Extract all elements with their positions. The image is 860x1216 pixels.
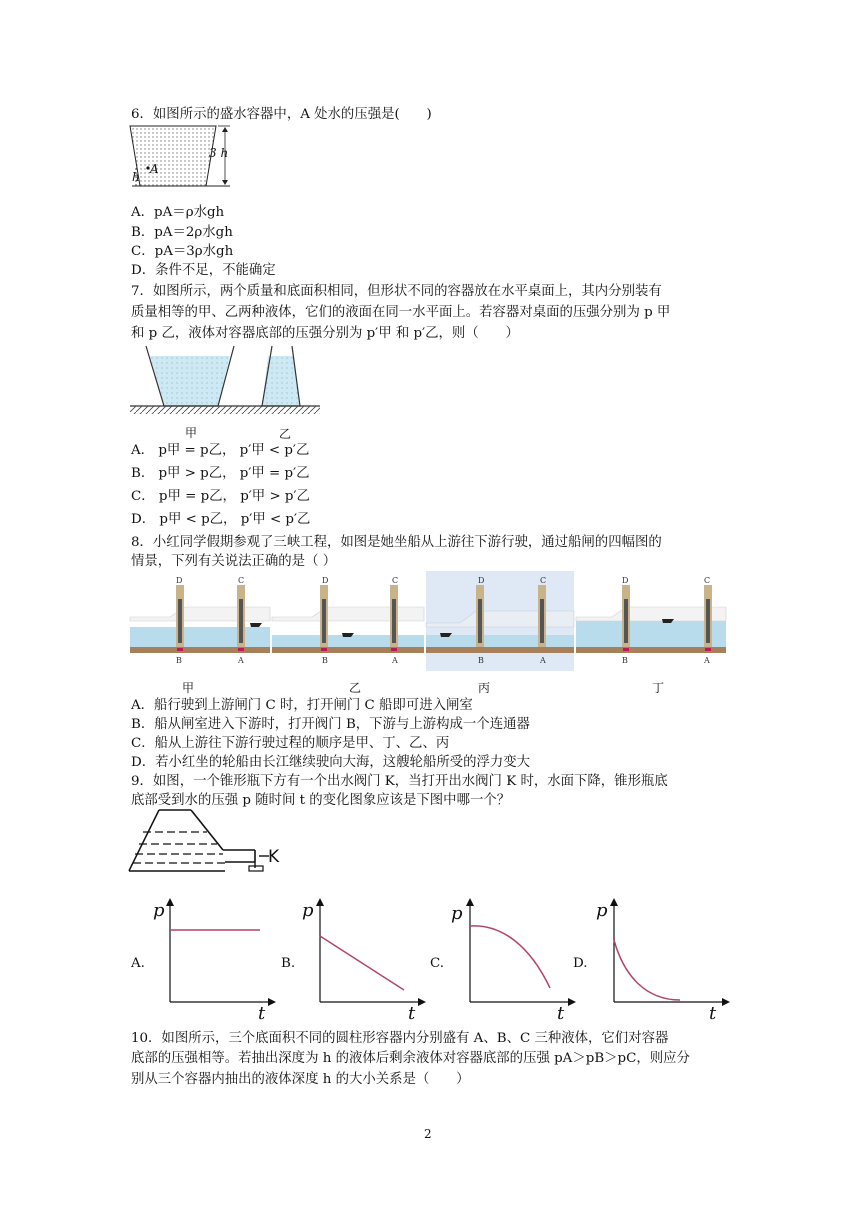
q9-valve-label: K — [268, 847, 280, 867]
svg-text:A: A — [392, 656, 398, 665]
q7-option-b: B． p甲 > p乙， p′甲 = p′乙 — [131, 466, 310, 481]
q6-container-figure — [128, 124, 238, 196]
q9-graph-b-axis-p: p — [302, 900, 314, 921]
q6-option-c: C．pA＝3ρ水gh — [131, 244, 234, 259]
q6-option-b: B．pA＝2ρ水gh — [131, 225, 233, 240]
q7-containers-figure — [130, 346, 320, 422]
q7-option-d: D． p甲 < p乙， p′甲 < p′乙 — [131, 512, 311, 527]
svg-text:C: C — [238, 576, 245, 585]
q7-stem-line-2: 质量相等的甲、乙两种液体，它们的液面在同一水平面上。若容器对桌面的压强分别为 p 甲 — [131, 305, 671, 320]
q9-stem-line-1: 9．如图，一个锥形瓶下方有一个出水阀门 K，当打开出水阀门 K 时，水面下降，锥形瓶底 — [131, 774, 668, 789]
q6-option-a: A．pA＝ρ水gh — [131, 205, 225, 220]
q6-label-h: h — [132, 170, 140, 184]
page-number: 2 — [424, 1127, 432, 1141]
q9-option-a-label: A. — [131, 956, 145, 971]
q8-ship-lock-panels — [130, 571, 726, 677]
q8-caption-bing: 丙 — [478, 681, 491, 695]
svg-text:A: A — [540, 656, 546, 665]
q8-stem-line-1: 8．小红同学假期参观了三峡工程，如图是她坐船从上游往下游行驶，通过船闸的四幅图的 — [131, 535, 662, 550]
svg-text:C: C — [540, 576, 547, 585]
q9-option-d-label: D. — [573, 956, 588, 971]
lock-panel-bing — [426, 571, 574, 671]
lock-panel-jia — [130, 571, 270, 671]
q9-option-b-label: B. — [281, 956, 296, 971]
svg-text:D: D — [322, 576, 329, 585]
q7-caption-jia: 甲 — [185, 426, 198, 440]
q9-graph-b-axis-t: t — [408, 1003, 416, 1024]
q6-option-d: D．条件不足，不能确定 — [131, 263, 276, 278]
svg-text:B: B — [322, 656, 328, 665]
svg-text:B: B — [478, 656, 484, 665]
svg-text:C: C — [704, 576, 711, 585]
q7-option-a: A． p甲 = p乙， p′甲 < p′乙 — [131, 443, 310, 458]
q8-option-c: C．船从上游往下游行驶过程的顺序是甲、丁、乙、丙 — [131, 736, 450, 751]
q9-graph-c-axis-p: p — [451, 903, 463, 924]
svg-text:D: D — [622, 576, 629, 585]
svg-text:B: B — [622, 656, 628, 665]
q7-caption-yi: 乙 — [279, 427, 292, 441]
q8-option-a: A．船行驶到上游闸门 C 时，打开闸门 C 船即可进入闸室 — [131, 698, 473, 713]
svg-text:B: B — [176, 656, 182, 665]
q6-stem: 6．如图所示的盛水容器中，A 处水的压强是( ) — [131, 107, 432, 122]
q7-stem-line-3: 和 p 乙，液体对容器底部的压强分别为 p′甲 和 p′乙，则（ ） — [131, 326, 519, 341]
q8-option-d: D．若小红坐的轮船由长江继续驶向大海，这艘轮船所受的浮力变大 — [131, 755, 531, 770]
q10-stem-line-3: 别从三个容器内抽出的液体深度 h 的大小关系是（ ） — [131, 1072, 470, 1087]
q10-stem-line-1: 10．如图所示，三个底面积不同的圆柱形容器内分别盛有 A、B、C 三种液体，它们对容器 — [131, 1031, 669, 1046]
q9-stem-line-2: 底部受到水的压强 p 随时间 t 的变化图象应该是下图中哪一个？ — [131, 793, 511, 808]
q6-label-a: A — [150, 162, 159, 176]
q9-option-c-label: C. — [430, 956, 445, 971]
q9-graph-d-axis-t: t — [709, 1003, 717, 1024]
q8-option-b: B．船从闸室进入下游时，打开阀门 B，下游与上游构成一个连通器 — [131, 717, 530, 732]
svg-text:A: A — [704, 656, 710, 665]
q7-stem-line-1: 7．如图所示，两个质量和底面积相同，但形状不同的容器放在水平桌面上，其内分别装有 — [131, 284, 662, 299]
q8-stem-line-2: 情景，下列有关说法正确的是（ ） — [131, 554, 337, 569]
q9-graph-d-axis-p: p — [596, 900, 608, 921]
q6-label-3h: 3 h — [209, 146, 229, 160]
q8-caption-ding: 丁 — [652, 681, 665, 695]
svg-text:A: A — [238, 656, 244, 665]
q8-caption-yi: 乙 — [349, 681, 362, 695]
q9-graph-a-axis-p: p — [153, 900, 165, 921]
lock-panel-ding — [576, 571, 726, 671]
svg-text:D: D — [478, 576, 485, 585]
q8-caption-jia: 甲 — [182, 681, 195, 695]
q7-option-c: C． p甲 = p乙， p′甲 > p′乙 — [131, 489, 310, 504]
svg-text:D: D — [176, 576, 183, 585]
q9-graph-c-axis-t: t — [557, 1003, 565, 1024]
svg-text:C: C — [392, 576, 399, 585]
lock-panel-yi — [272, 571, 424, 671]
q9-flask-figure — [129, 810, 289, 872]
q10-stem-line-2: 底部的压强相等。若抽出深度为 h 的液体后剩余液体对容器底部的压强 pA＞pB＞pC，则应分 — [131, 1051, 690, 1066]
q9-graph-a-axis-t: t — [258, 1003, 266, 1024]
